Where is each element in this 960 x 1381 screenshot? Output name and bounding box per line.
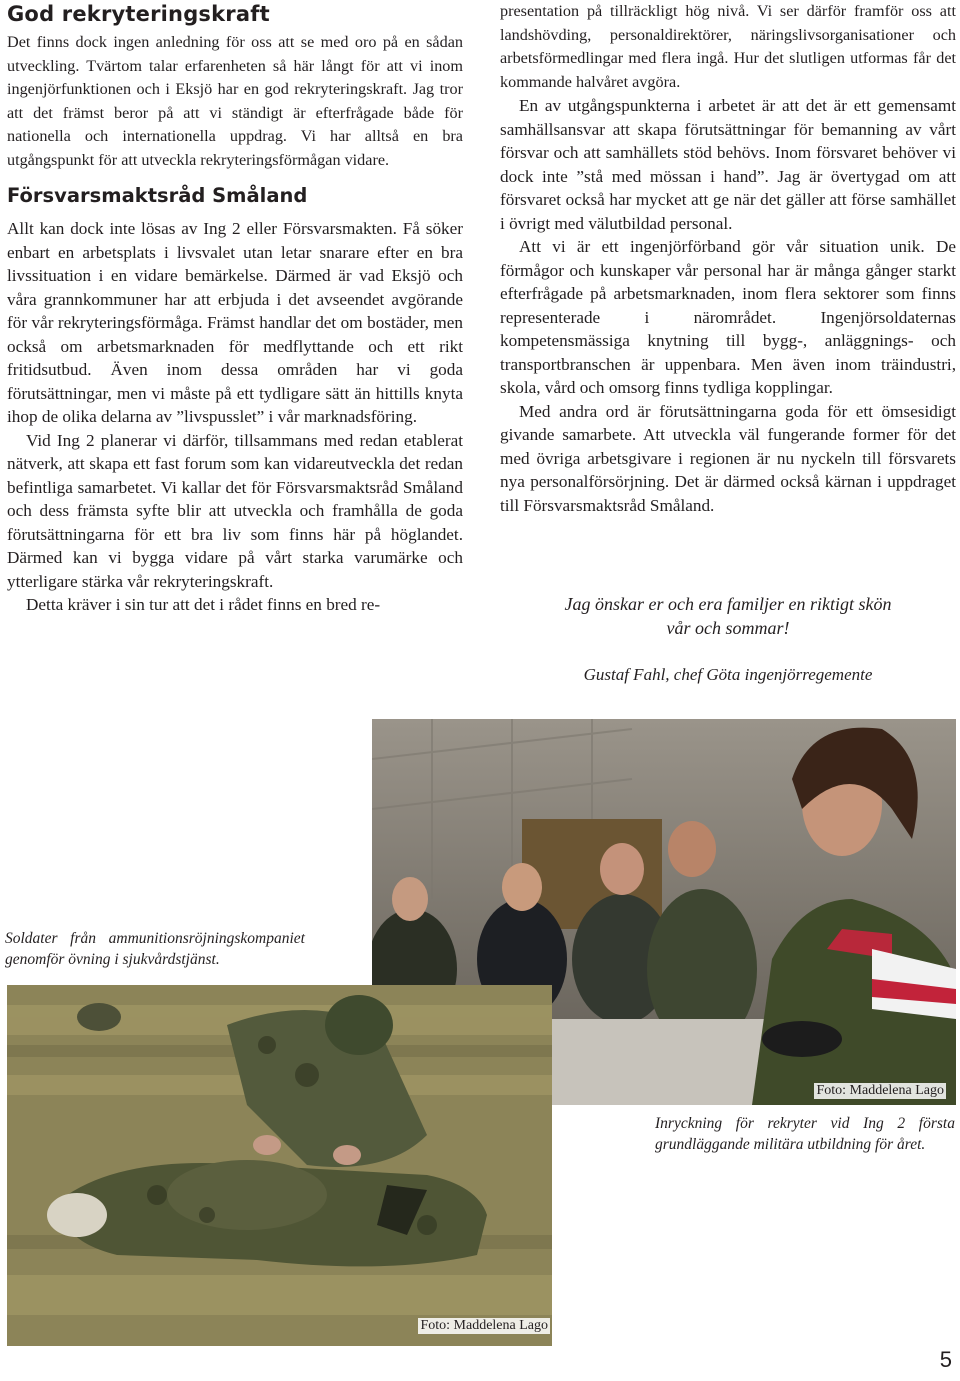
right-column [500,0,956,517]
quote-line-1: Jag önskar er och era familjer en riktigt skön [564,594,892,614]
right-paragraph-1: presentation på tillräckligt hög nivå. Vi ser därför framför oss att landshövding, personaldirektörer, näringslivsorganisationer och arbetsförmedlingar med flera ingå. Hur det slutligen utformas får det kommande halvåret avgöra. [500,2,956,91]
signature: Gustaf Fahl, chef Göta ingenjörregemente [583,665,873,684]
photo-soldiers-image [7,985,552,1346]
right-paragraph-2: En av utgångspunkterna i arbetet är att det är ett gemensamt samhällsansvar att skapa förutsättningar för bemanning av vårt försvar och att samhällets stöd behövs. Inom försvaret behöver vi dock inte ”stå med mössan i hand”. Jag är övertygad om att försvaret också har mycket att ge när det gäller att förse samhället i övrigt med välutbildad personal. [500,96,956,233]
left-paragraph-1: Det finns dock ingen anledning för oss att se med oro på en sådan utveckling. Tvärtom talar erfarenheten så här långt för att vi inom ingenjörfunktionen och i Eksjö har en god rekryteringskraft. Jag tror att det främst beror på att vi ständigt är efterfrågade både för nationella och internationella uppdrag. Vi har alltså en bra utgångspunkt för att utveckla rekryteringsförmågan vidare. [7,33,463,169]
photo-recruits-caption: Inryckning för rekryter vid Ing 2 första grundläggande militära utbildning för året. [655,1115,955,1153]
left-paragraph-3: Vid Ing 2 planerar vi därför, tillsammans med redan etablerat nätverk, att skapa ett fast forum som kan vidareutveckla det redan befintliga samarbetet. Vi kallar det för Försvarsmaktsråd Småland och dess främsta syfte blir att utveckla och framhålla de goda förutsättningarna för ett bra liv som finns här på höglandet. Därmed kan vi bygga vidare på vårt starka varumärke och ytterligare stärka vår rekryteringskraft. [7,430,463,591]
left-paragraph-4: Detta kräver i sin tur att det i rådet finns en bred re- [26,595,381,614]
heading-sub: Försvarsmaktsråd Småland [7,184,308,207]
photo-soldiers-caption: Soldater från ammunitionsröjningskompaniet genomför övning i sjukvårdstjänst. [5,930,305,968]
left-paragraph-2: Allt kan dock inte lösas av Ing 2 eller Försvarsmakten. Få söker enbart en arbetsplats i livsvalet utan letar snarare efter en bra livssituation i en vidare bemärkelse. Därmed är vad Eksjö och våra grannkommuner har att erbjuda i det avseendet avgörande för vår rekryteringsförmåga. Främst handlar det om bostäder, men också om arbetsmarknaden för medflyttande och ett rikt fritidsutbud. Även inom dessa områden har vi goda förutsättningar, men vi måste på ett tydligare sätt än hittills knyta ihop de olika delarna av ”livspusslet” i vår marknadsföring. [7,219,463,426]
photo-soldiers-credit: Foto: Maddelena Lago [420,1318,548,1333]
left-column [7,0,463,617]
right-paragraph-4: Med andra ord är förutsättningarna goda för ett ömsesidigt givande samarbete. Att utveckla väl fungerande former för det med övriga arbetsgivare i regionen är nu nyckeln till försvarets nya personalförsörjning. Det är därmed också kärnan i uppdraget till Försvarsmaktsråd Småland. [500,401,956,515]
right-paragraph-3: Att vi är ett ingenjörförband gör vår situation unik. De förmågor och kunskaper vår personal har är många gånger starkt efterfrågade på arbetsmarknaden, inom flera sektorer som finns representerade i närområdet. Ingenjörsoldaternas kompetensmässiga knytning till bygg-, anläggnings- och transportbranschen är uppenbara. Men även inom träindustri, skola, vård och omsorg finns tydliga kopplingar. [500,237,956,397]
closing-quote [500,592,956,640]
photo-recruits-credit: Foto: Maddelena Lago [816,1083,944,1098]
quote-line-2: vår och sommar! [666,618,790,638]
photo-soldiers [7,985,552,1346]
heading-main: God rekryteringskraft [7,2,270,26]
page-number: 5 [939,1347,952,1372]
